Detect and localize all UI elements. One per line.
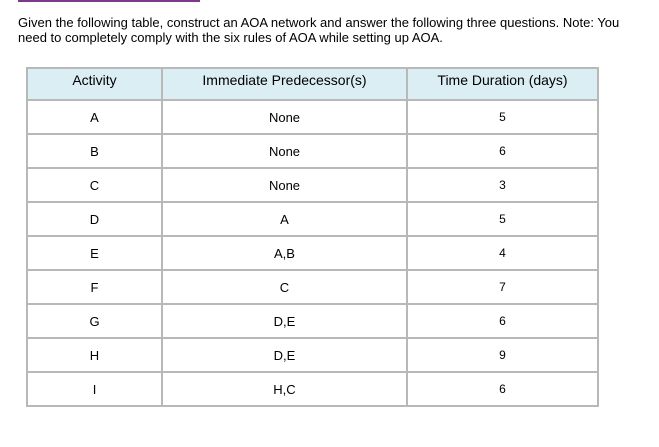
top-divider-line	[18, 0, 200, 2]
cell-activity: G	[27, 304, 162, 338]
cell-predecessors: A	[162, 202, 407, 236]
cell-duration: 5	[407, 100, 598, 134]
table-row	[27, 338, 598, 372]
table-row	[27, 202, 598, 236]
cell-predecessors: None	[162, 134, 407, 168]
table-row	[27, 134, 598, 168]
cell-activity: F	[27, 270, 162, 304]
header-time-duration: Time Duration (days)	[407, 68, 598, 100]
question-prompt: Given the following table, construct an AOA network and answer the following three questions. Note: You need to completely comply with the six rules of AOA while setting up AOA.	[18, 15, 620, 45]
cell-duration: 6	[407, 304, 598, 338]
cell-duration: 4	[407, 236, 598, 270]
table-row	[27, 236, 598, 270]
table-row	[27, 372, 598, 406]
table-row	[27, 304, 598, 338]
cell-duration: 7	[407, 270, 598, 304]
header-immediate-predecessors: Immediate Predecessor(s)	[162, 68, 407, 100]
cell-predecessors: H,C	[162, 372, 407, 406]
cell-predecessors: D,E	[162, 338, 407, 372]
table-header-row	[27, 68, 598, 100]
cell-activity: C	[27, 168, 162, 202]
cell-predecessors: None	[162, 168, 407, 202]
cell-activity: H	[27, 338, 162, 372]
cell-duration: 6	[407, 134, 598, 168]
cell-activity: B	[27, 134, 162, 168]
table-row	[27, 270, 598, 304]
cell-activity: I	[27, 372, 162, 406]
cell-predecessors: A,B	[162, 236, 407, 270]
cell-duration: 3	[407, 168, 598, 202]
cell-duration: 5	[407, 202, 598, 236]
table-row	[27, 168, 598, 202]
cell-predecessors: C	[162, 270, 407, 304]
table-row	[27, 100, 598, 134]
cell-duration: 9	[407, 338, 598, 372]
cell-activity: A	[27, 100, 162, 134]
header-activity: Activity	[27, 68, 162, 100]
cell-predecessors: D,E	[162, 304, 407, 338]
cell-activity: E	[27, 236, 162, 270]
cell-predecessors: None	[162, 100, 407, 134]
cell-activity: D	[27, 202, 162, 236]
cell-duration: 6	[407, 372, 598, 406]
activity-table	[26, 67, 599, 407]
